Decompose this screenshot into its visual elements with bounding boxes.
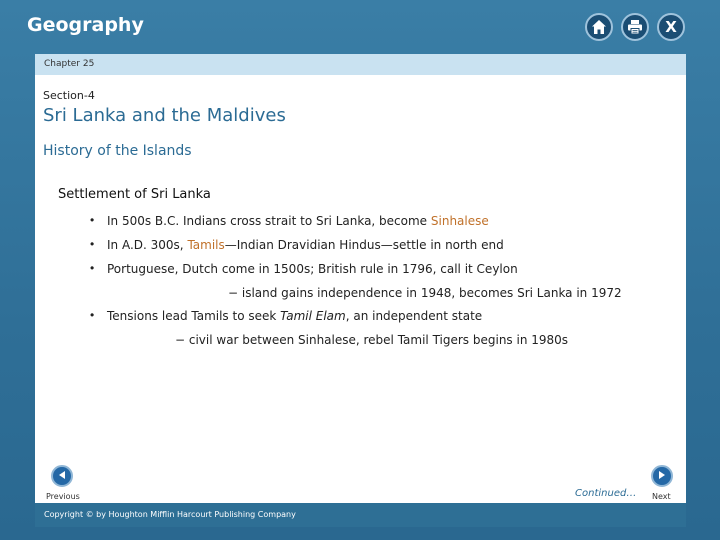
home-button[interactable] [585, 13, 613, 41]
chapter-label: Chapter 25 [44, 59, 95, 69]
section-label: Section-4 [43, 89, 95, 102]
footer-bar [35, 503, 686, 527]
previous-button[interactable] [51, 465, 73, 487]
arrow-right-icon [657, 467, 667, 485]
bullet-text: , an independent state [345, 309, 483, 323]
app-title: Geography [27, 14, 144, 36]
bullet-glyph: • [90, 261, 95, 275]
printer-icon [627, 19, 643, 35]
previous-label[interactable]: Previous [46, 492, 80, 501]
highlight-term: Tamils [187, 238, 225, 252]
close-button[interactable] [657, 13, 685, 41]
bullet-item [107, 214, 489, 228]
chapter-bar [35, 54, 686, 75]
next-button[interactable] [651, 465, 673, 487]
bullet-text: In A.D. 300s, [107, 238, 188, 252]
topic-heading: Settlement of Sri Lanka [58, 187, 211, 202]
home-icon [591, 19, 607, 35]
arrow-left-icon [57, 467, 67, 485]
bullet-text: In 500s B.C. Indians cross strait to Sri Lanka, become [107, 214, 431, 228]
bullet-glyph: • [90, 237, 95, 251]
sub-point: − island gains independence in 1948, becomes Sri Lanka in 1972 [228, 286, 622, 300]
page-title: Sri Lanka and the Maldives [43, 105, 286, 126]
sub-point: − civil war between Sinhalese, rebel Tamil Tigers begins in 1980s [175, 333, 569, 347]
bullet-glyph: • [90, 213, 95, 227]
bullet-item [107, 309, 482, 323]
bullet-item: Portuguese, Dutch come in 1500s; British rule in 1796, call it Ceylon [107, 262, 518, 276]
next-label[interactable]: Next [652, 492, 671, 501]
bullet-text: —Indian Dravidian Hindus—settle in north end [224, 238, 504, 252]
bullet-text: Tensions lead Tamils to seek [107, 309, 281, 323]
bullet-glyph: • [90, 308, 95, 322]
italic-term: Tamil Elam [280, 309, 346, 323]
close-icon: X [665, 18, 677, 36]
bullet-item [107, 238, 504, 252]
print-button[interactable] [621, 13, 649, 41]
continued-label: Continued… [575, 488, 637, 499]
copyright-text: Copyright © by Houghton Mifflin Harcourt Publishing Company [44, 510, 296, 519]
highlight-term: Sinhalese [430, 214, 489, 228]
page-subtitle: History of the Islands [43, 143, 192, 159]
